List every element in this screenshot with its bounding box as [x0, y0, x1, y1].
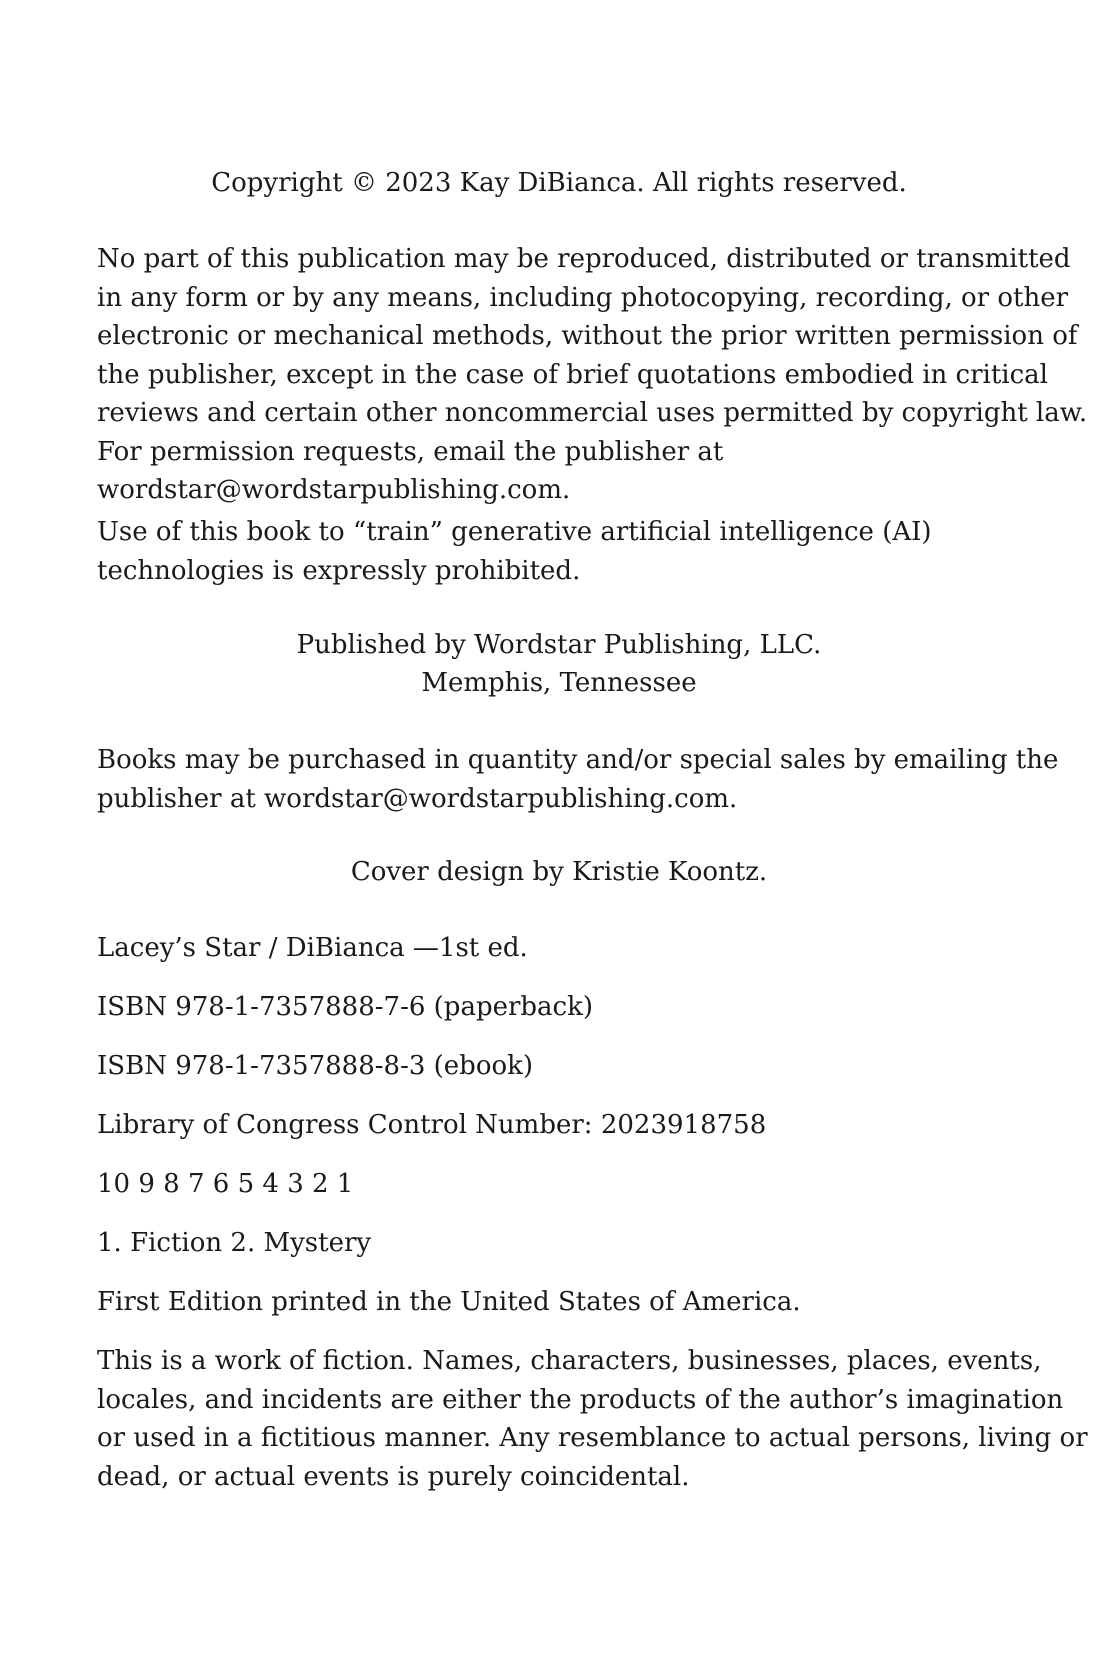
disclaimer-line: This is a work of fiction. Names, characters, businesses, places, events,: [97, 1346, 1042, 1376]
purchase-line: Books may be purchased in quantity and/or special sales by emailing the: [97, 745, 1059, 775]
lccn: Library of Congress Control Number: 2023918758: [97, 1110, 767, 1140]
rights-line: the publisher, except in the case of brief quotations embodied in critical: [97, 359, 1048, 390]
title-edition: Lacey’s Star / DiBianca —1st ed.: [97, 933, 528, 963]
rights-line: wordstar@wordstarpublishing.com.: [97, 475, 571, 505]
ai-line: Use of this book to “train” generative artificial intelligence (AI): [97, 517, 932, 547]
rights-line: in any form or by any means, including photocopying, recording, or other: [97, 282, 1069, 313]
rights-line: No part of this publication may be reproduced, distributed or transmitted: [97, 244, 1071, 274]
printing-line: 10 9 8 7 6 5 4 3 2 1: [97, 1169, 354, 1199]
copyright-line: Copyright © 2023 Kay DiBianca. All rights reserved.: [211, 168, 907, 198]
first-edition: First Edition printed in the United States of America.: [97, 1287, 801, 1317]
isbn-ebook: ISBN 978-1-7357888-8-3 (ebook): [97, 1051, 534, 1081]
publisher-location: Memphis, Tennessee: [421, 668, 697, 698]
isbn-paperback: ISBN 978-1-7357888-7-6 (paperback): [97, 992, 594, 1022]
ai-line: technologies is expressly prohibited.: [97, 555, 581, 586]
disclaimer-line: locales, and incidents are either the products of the author’s imagination: [97, 1384, 1064, 1415]
disclaimer-line: or used in a fictitious manner. Any resemblance to actual persons, living or: [97, 1423, 1088, 1453]
publisher-name: Published by Wordstar Publishing, LLC.: [296, 630, 822, 660]
categories: 1. Fiction 2. Mystery: [97, 1228, 372, 1258]
rights-line: reviews and certain other noncommercial uses permitted by copyright law.: [97, 398, 1088, 428]
rights-line: For permission requests, email the publisher at: [97, 436, 724, 467]
rights-paragraph: [97, 240, 1088, 510]
disclaimer-line: dead, or actual events is purely coincidental.: [97, 1461, 690, 1492]
ai-prohibition-paragraph: [97, 513, 1021, 590]
cover-design-credit: Cover design by Kristie Koontz.: [350, 857, 768, 887]
rights-line: electronic or mechanical methods, without the prior written permission of: [97, 321, 1078, 351]
purchase-line: publisher at wordstar@wordstarpublishing.com.: [97, 783, 738, 814]
fiction-disclaimer: [97, 1342, 1088, 1496]
purchase-paragraph: [97, 741, 1059, 818]
